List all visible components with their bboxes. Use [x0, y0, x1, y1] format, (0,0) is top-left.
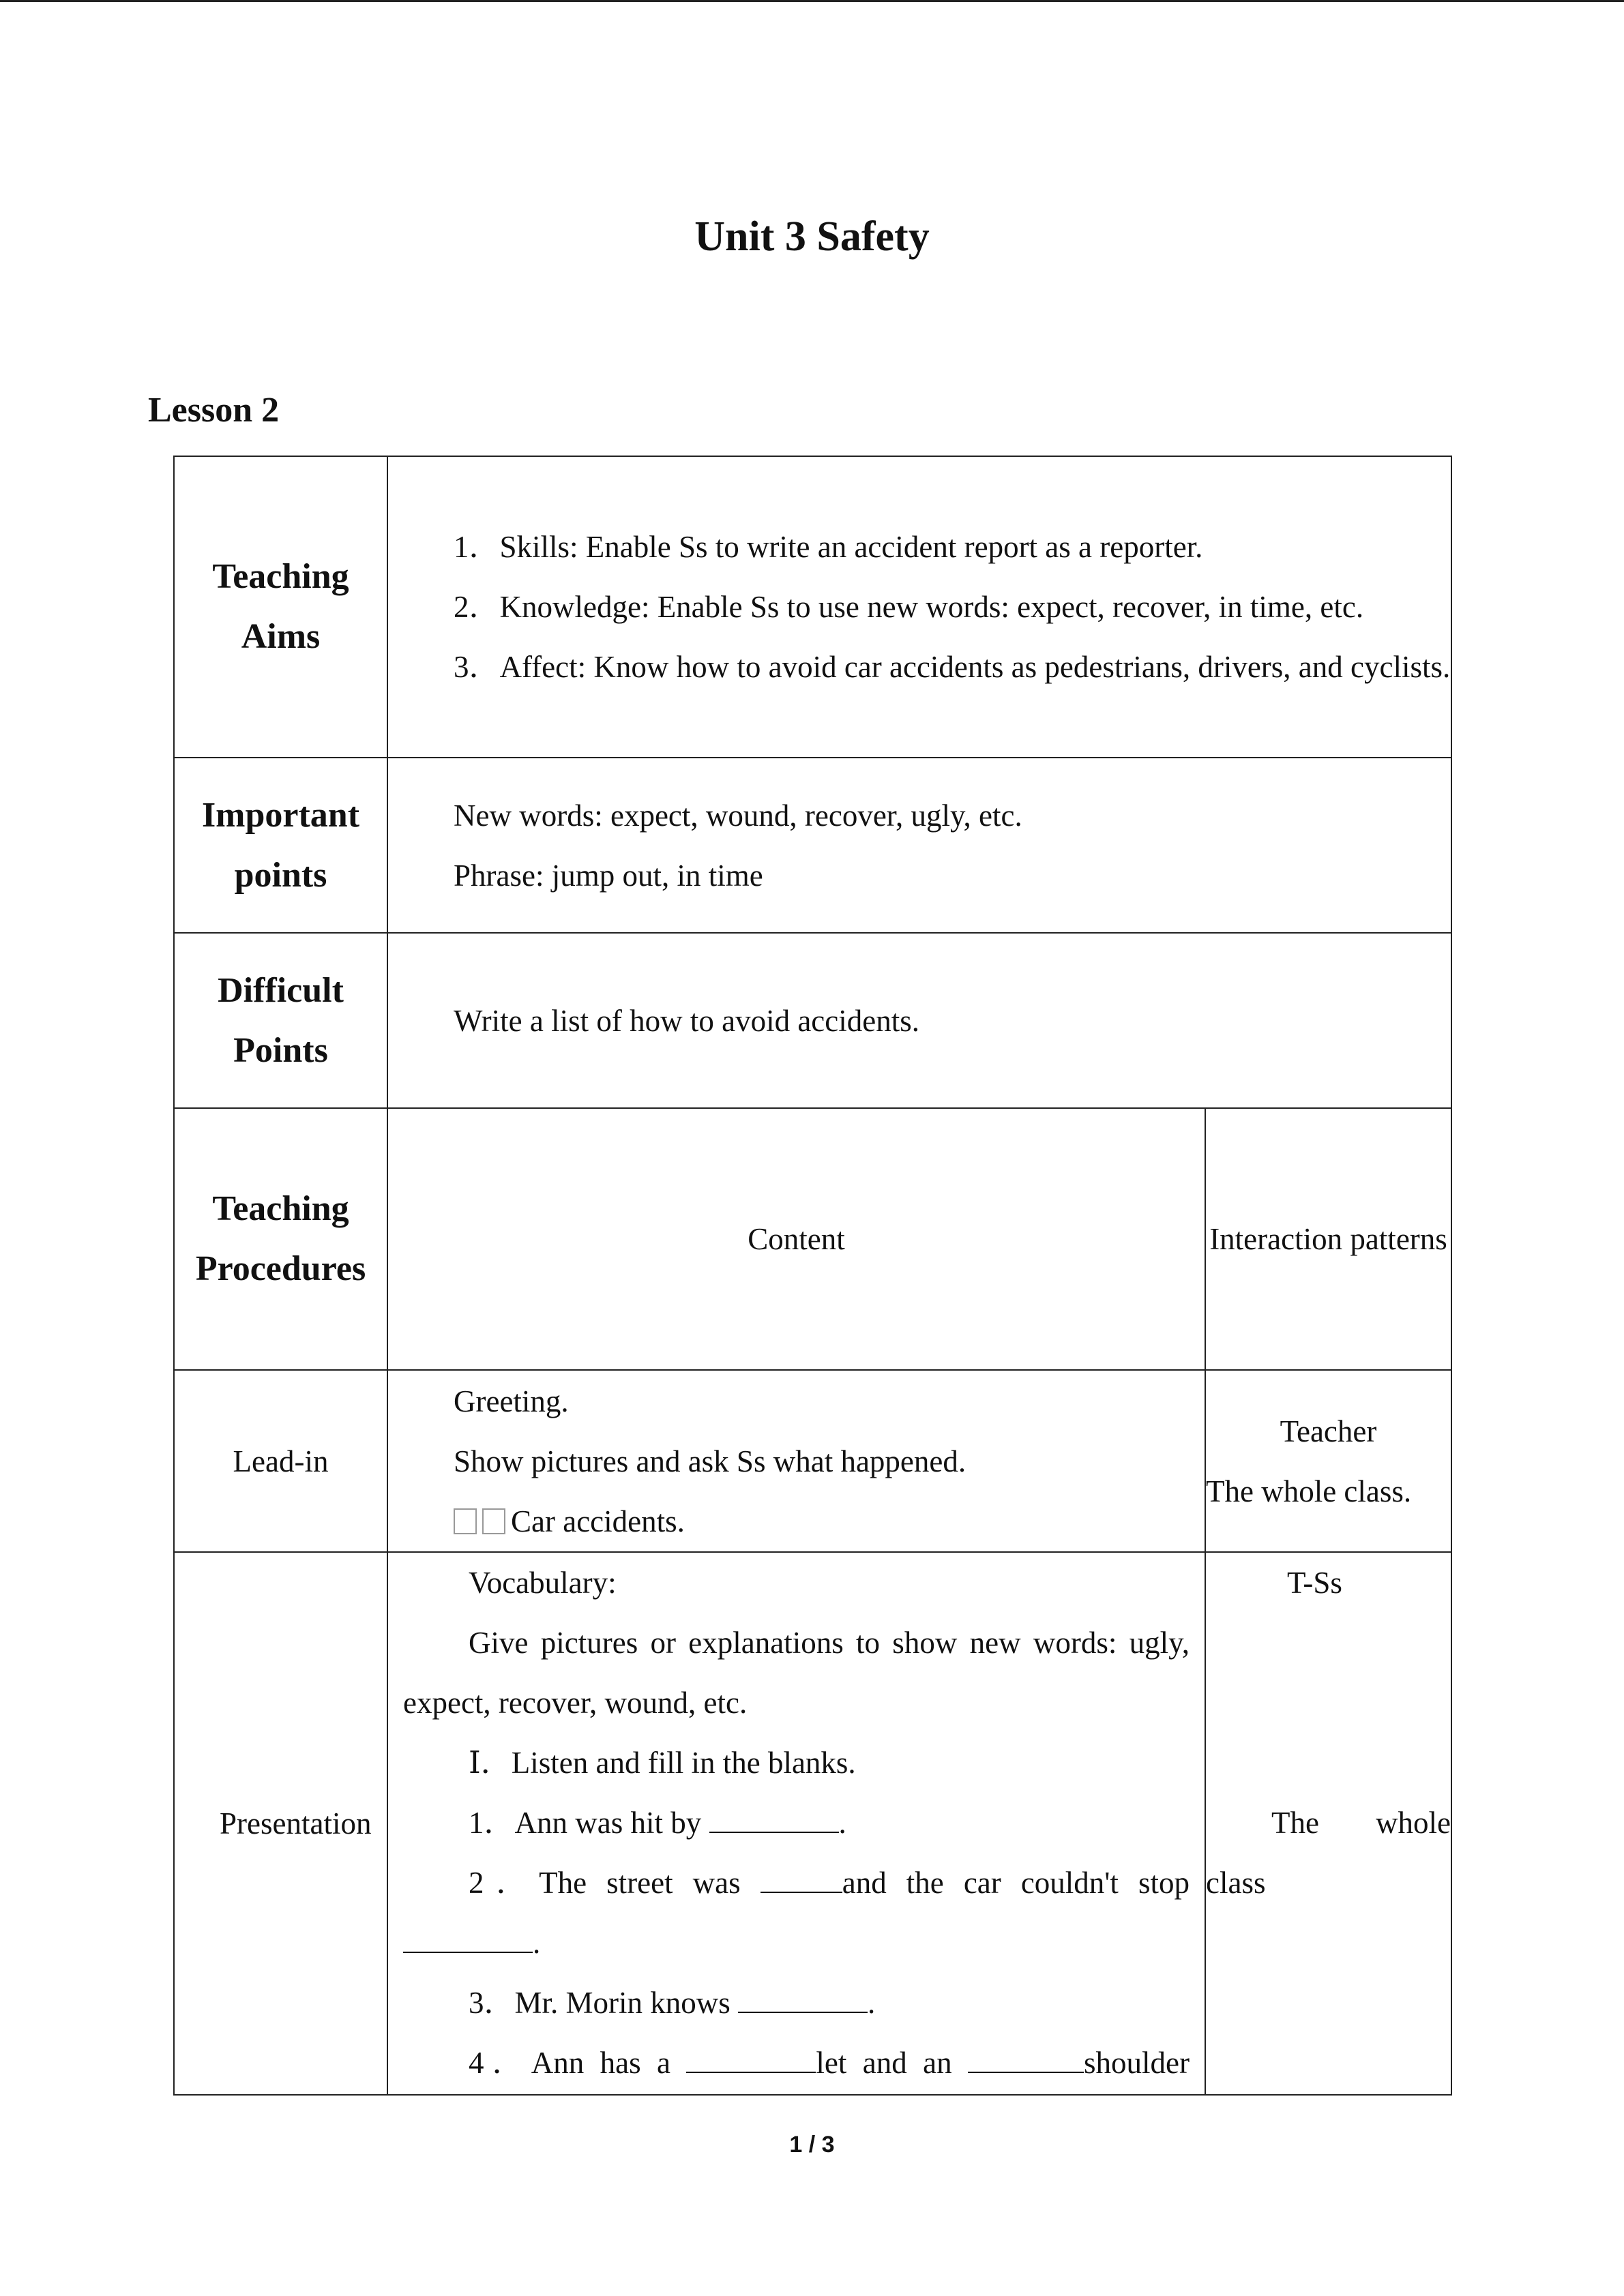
content-header: Content: [387, 1108, 1205, 1370]
lead-in-line: Greeting.: [454, 1384, 569, 1418]
aim-item: 2．Knowledge: Enable Ss to use new words: expect, recover, in time, etc.: [454, 590, 1364, 624]
lesson-plan-table: [173, 456, 1452, 2096]
teaching-aims-content: [387, 456, 1451, 758]
lead-in-content: [387, 1370, 1205, 1552]
teaching-aims-label: Teaching Aims: [174, 456, 387, 758]
interaction-teacher: Teacher: [1280, 1414, 1377, 1448]
interaction-whole-class: The whole class.: [1206, 1474, 1412, 1508]
important-points-label: Important points: [174, 758, 387, 933]
lead-in-answer-text: Car accidents.: [511, 1504, 685, 1538]
aim-item: 3．Affect: Know how to avoid car accidents as pedestrians, drivers, and cyclists.: [454, 650, 1451, 684]
page-top-border: [0, 0, 1624, 2]
difficult-points-label: Difficult Points: [174, 933, 387, 1108]
question-2-end: .: [533, 1926, 541, 1960]
answer-blank: [968, 2044, 1084, 2073]
lead-in-line: Show pictures and ask Ss what happened.: [454, 1444, 966, 1478]
lead-in-row: [174, 1370, 1451, 1552]
presentation-row: [174, 1552, 1451, 2095]
teaching-aims-row: [174, 456, 1451, 758]
placeholder-box-icon: [454, 1508, 477, 1534]
question-3-end: .: [868, 1986, 876, 2020]
listen-title: Ⅰ．Listen and fill in the blanks.: [469, 1746, 856, 1780]
lead-in-label: Lead-in: [174, 1370, 387, 1552]
question-2: [403, 1853, 1190, 1973]
question-3: [403, 1973, 1190, 2033]
important-points-row: [174, 758, 1451, 933]
interaction-whole-class: The whole class: [1206, 1806, 1451, 1900]
answer-blank: [761, 1864, 842, 1893]
page-title: Unit 3 Safety: [694, 213, 930, 260]
interaction-t-ss: T-Ss: [1287, 1566, 1342, 1600]
important-point-line: Phrase: jump out, in time: [454, 858, 763, 893]
question-4-middle: let and an: [816, 2046, 952, 2080]
question-2-middle: and the car couldn't stop: [842, 1866, 1190, 1900]
question-3-text: 3．Mr. Morin knows: [469, 1986, 730, 2020]
difficult-points-row: [174, 933, 1451, 1108]
placeholder-box-icon: [482, 1508, 505, 1534]
lead-in-interaction: [1205, 1370, 1451, 1552]
difficult-points-content: [387, 933, 1451, 1108]
answer-blank: [403, 1924, 533, 1953]
presentation-content: [387, 1552, 1205, 2095]
important-points-content: [387, 758, 1451, 933]
aim-item: 1．Skills: Enable Ss to write an accident report as a reporter.: [454, 530, 1203, 564]
vocabulary-title: Vocabulary:: [469, 1566, 617, 1600]
question-4: [403, 2033, 1190, 2093]
answer-blank: [709, 1804, 839, 1833]
question-1-end: .: [838, 1806, 846, 1840]
difficult-point-text: Write a list of how to avoid accidents.: [454, 1003, 919, 1038]
presentation-interaction: [1205, 1552, 1451, 2095]
answer-blank: [738, 1984, 868, 2013]
teaching-procedures-row: [174, 1108, 1451, 1370]
question-1: [403, 1793, 1190, 1853]
lead-in-answer: [388, 1491, 1205, 1551]
question-2-text: 2．The street was: [469, 1866, 741, 1900]
teaching-procedures-label: Teaching Procedures: [174, 1108, 387, 1370]
interaction-patterns-header: Interaction patterns: [1205, 1108, 1451, 1370]
question-4-end: shoulder: [1084, 2046, 1190, 2080]
important-point-line: New words: expect, wound, recover, ugly, etc.: [454, 798, 1022, 833]
vocabulary-text: Give pictures or explanations to show new words: ugly, expect, recover, wound, etc.: [403, 1626, 1190, 1720]
question-4-text: 4．Ann has a: [469, 2046, 671, 2080]
question-1-text: 1．Ann was hit by: [469, 1806, 702, 1840]
answer-blank: [686, 2044, 816, 2073]
presentation-label-text: Presentation: [220, 1806, 372, 1840]
page-number: 1 / 3: [789, 2132, 835, 2158]
presentation-label: [174, 1552, 387, 2095]
lesson-heading: Lesson 2: [148, 391, 280, 430]
